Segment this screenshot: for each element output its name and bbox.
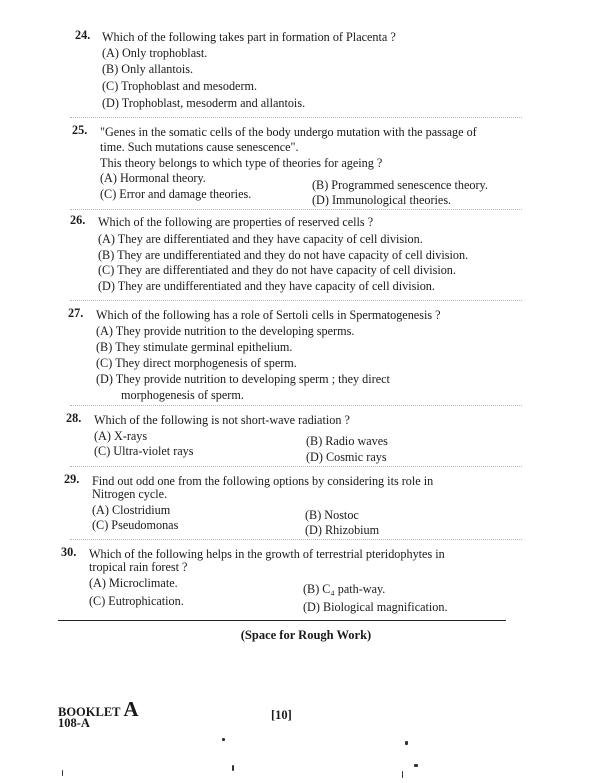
divider <box>70 209 522 210</box>
option-d[interactable]: (D) Rhizobium <box>305 523 380 537</box>
question-number: 29. <box>64 472 80 486</box>
option-a[interactable]: (A) They are differentiated and they have capacity of cell division. <box>98 232 423 246</box>
question-text: Which of the following is not short-wave radiation ? <box>94 413 350 427</box>
question-text: Which of the following are properties of reserved cells ? <box>98 215 374 229</box>
page-number: [10] <box>271 708 292 722</box>
divider <box>70 539 522 540</box>
option-b[interactable]: (B) C₄ path-way. <box>303 582 386 596</box>
rough-work-label: (Space for Rough Work) <box>240 628 372 642</box>
question-text: Nitrogen cycle. <box>92 487 168 501</box>
option-d[interactable]: (D) Cosmic rays <box>306 450 387 464</box>
scan-speck <box>414 764 418 767</box>
option-b[interactable]: (B) Nostoc <box>305 508 359 522</box>
option-d-continued: morphogenesis of sperm. <box>121 388 244 402</box>
option-a[interactable]: (A) Clostridium <box>92 503 171 517</box>
divider <box>70 405 522 406</box>
option-d[interactable]: (D) They are undifferentiated and they have capacity of cell division. <box>98 279 435 293</box>
booklet-word: BOOKLET <box>58 705 121 719</box>
scan-speck <box>62 770 63 776</box>
question-text: Find out odd one from the following options by considering its role in <box>92 474 434 488</box>
question-text: Which of the following helps in the growth of terrestrial pteridophytes in <box>89 547 445 561</box>
option-a[interactable]: (A) X-rays <box>94 429 148 443</box>
question-number: 25. <box>72 123 88 137</box>
option-b[interactable]: (B) They stimulate germinal epithelium. <box>96 340 293 354</box>
option-a[interactable]: (A) Only trophoblast. <box>102 46 208 60</box>
option-c[interactable]: (C) They direct morphogenesis of sperm. <box>96 356 297 370</box>
option-c[interactable]: (C) They are differentiated and they do not have capacity of cell division. <box>98 263 456 277</box>
question-number: 27. <box>68 306 84 320</box>
divider <box>70 117 522 118</box>
option-b[interactable]: (B) Only allantois. <box>102 62 194 76</box>
question-number: 30. <box>61 545 77 559</box>
option-d[interactable]: (D) They provide nutrition to developing sperm ; they direct <box>96 372 390 386</box>
booklet-letter: A <box>123 697 139 721</box>
divider <box>70 300 522 301</box>
option-d[interactable]: (D) Immunological theories. <box>312 193 452 207</box>
option-c[interactable]: (C) Pseudomonas <box>92 518 179 532</box>
question-text: Which of the following has a role of Sertoli cells in Spermatogenesis ? <box>96 308 441 322</box>
option-b[interactable]: (B) Programmed senescence theory. <box>312 178 488 192</box>
question-text: time. Such mutations cause senescence". <box>100 140 299 154</box>
option-d[interactable]: (D) Trophoblast, mesoderm and allantois. <box>102 96 306 110</box>
question-text: Which of the following takes part in formation of Placenta ? <box>102 30 396 44</box>
scan-speck <box>222 738 225 741</box>
question-number: 28. <box>66 411 82 425</box>
scan-speck <box>402 771 403 778</box>
question-text: "Genes in the somatic cells of the body undergo mutation with the passage of <box>100 125 477 139</box>
divider <box>70 466 522 467</box>
scan-speck <box>405 741 408 745</box>
option-a[interactable]: (A) Microclimate. <box>89 576 178 590</box>
option-c[interactable]: (C) Ultra-violet rays <box>94 444 194 458</box>
option-b[interactable]: (B) They are undifferentiated and they do not have capacity of cell division. <box>98 248 469 262</box>
option-a[interactable]: (A) Hormonal theory. <box>100 171 206 185</box>
question-text: tropical rain forest ? <box>89 560 188 574</box>
option-a[interactable]: (A) They provide nutrition to the developing sperms. <box>96 324 355 338</box>
scan-speck <box>232 765 234 771</box>
question-number: 24. <box>75 28 91 42</box>
option-c[interactable]: (C) Trophoblast and mesoderm. <box>102 79 258 93</box>
option-c[interactable]: (C) Eutrophication. <box>89 594 184 608</box>
option-b[interactable]: (B) Radio waves <box>306 434 388 448</box>
question-number: 26. <box>70 213 86 227</box>
question-text: This theory belongs to which type of theories for ageing ? <box>100 156 383 170</box>
rough-work-rule <box>58 620 506 621</box>
booklet-code: 108-A <box>58 716 90 730</box>
option-d[interactable]: (D) Biological magnification. <box>303 600 448 614</box>
option-c[interactable]: (C) Error and damage theories. <box>100 187 252 201</box>
